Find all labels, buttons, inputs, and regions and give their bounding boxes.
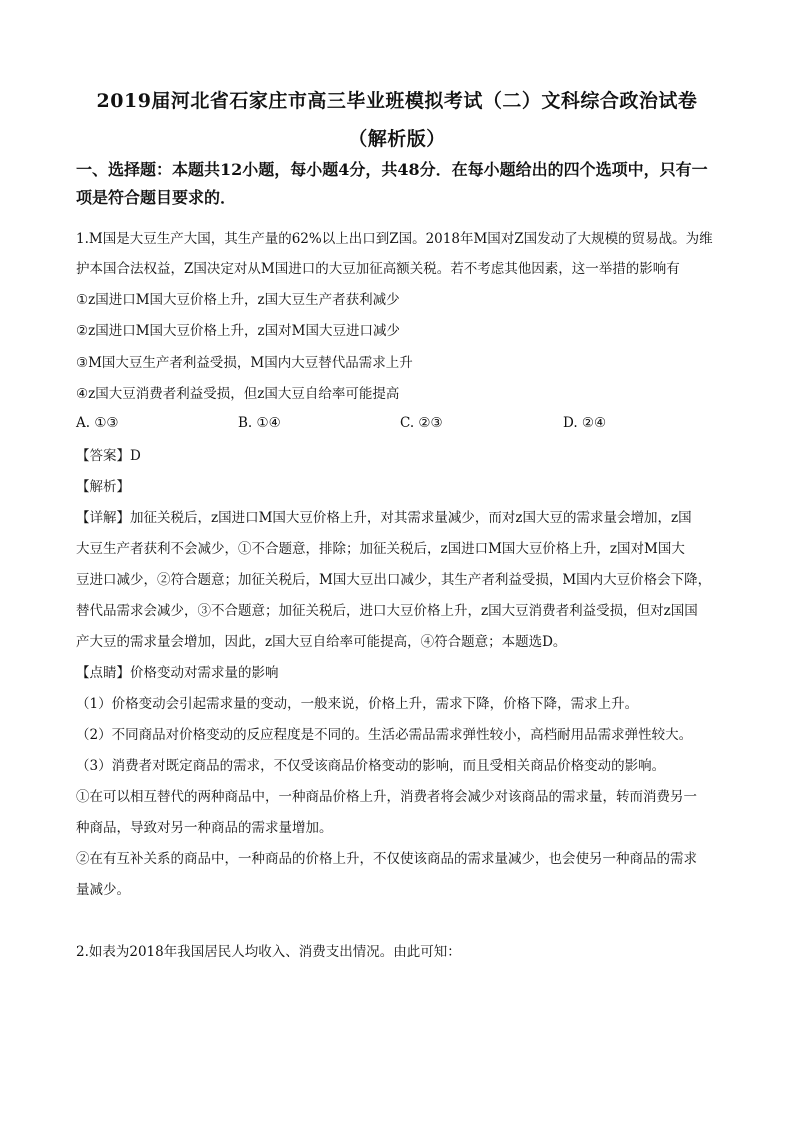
q1-detail-line-3: 豆进口减少，②符合题意；加征关税后，M国大豆出口减少，其生产者利益受损，M国内大豆价格会下降， — [76, 572, 712, 588]
q1-item-2: ②z国进口M国大豆价格上升，z国对M国大豆进口减少 — [76, 323, 400, 339]
q1-option-d: D. ②④ — [563, 415, 607, 431]
q1-tip-line-7: ②在有互补关系的商品中，一种商品的价格上升，不仅使该商品的需求量减少，也会使另一种商品的需求 — [76, 851, 697, 867]
section-heading-line-2: 项是符合题目要求的． — [76, 188, 237, 207]
document-title: 2019届河北省石家庄市高三毕业班模拟考试（二）文科综合政治试卷 — [96, 90, 698, 112]
q1-answer: 【答案】D — [76, 448, 141, 464]
section-heading-line-1: 一、选择题：本题共12小题，每小题4分，共48分．在每小题给出的四个选项中，只有一 — [76, 160, 708, 179]
q1-stem-line-2: 护本国合法权益，Z国决定对从M国进口的大豆加征高额关税。若不考虑其他因素，这一举措的影响有 — [76, 261, 680, 277]
q1-option-c: C. ②③ — [400, 415, 443, 431]
q1-option-a: A. ①③ — [76, 415, 119, 431]
q1-item-4: ④z国大豆消费者利益受损，但z国大豆自给率可能提高 — [76, 386, 400, 402]
q1-item-3: ③M国大豆生产者利益受损，M国内大豆替代品需求上升 — [76, 355, 413, 371]
q1-detail-line-1: 【详解】加征关税后，z国进口M国大豆价格上升，对其需求量减少，而对z国大豆的需求量会增加，z国 — [76, 510, 692, 526]
q1-tip-line-6: 种商品，导致对另一种商品的需求量增加。 — [76, 820, 333, 836]
q1-stem-line-1: 1.M国是大豆生产大国，其生产量的62%以上出口到Z国。2018年M国对Z国发动了大规模的贸易战。为维 — [76, 231, 713, 247]
q1-tip-line-8: 量减少。 — [76, 882, 130, 898]
q1-tip-line-1: 【点睛】价格变动对需求量的影响 — [76, 665, 279, 681]
q1-tip-line-3: （2）不同商品对价格变动的反应程度是不同的。生活必需品需求弹性较小，高档耐用品需求弹性较大。 — [76, 727, 693, 743]
q1-tip-line-5: ①在可以相互替代的两种商品中，一种商品价格上升，消费者将会减少对该商品的需求量，转而消费另一 — [76, 789, 697, 805]
q2-stem-line-1: 2.如表为2018年我国居民人均收入、消费支出情况。由此可知： — [76, 944, 461, 960]
q1-detail-line-4: 替代品需求会减少，③不合题意；加征关税后，进口大豆价格上升，z国大豆消费者利益受损，但对z国国 — [76, 603, 698, 619]
q1-item-1: ①z国进口M国大豆价格上升，z国大豆生产者获利减少 — [76, 292, 400, 308]
q1-tip-line-2: （1）价格变动会引起需求量的变动，一般来说，价格上升，需求下降，价格下降，需求上升。 — [76, 696, 639, 712]
q1-analysis-label: 【解析】 — [76, 479, 130, 495]
q1-tip-line-4: （3）消费者对既定商品的需求，不仅受该商品价格变动的影响，而且受相关商品价格变动的影响。 — [76, 758, 666, 774]
q1-option-b: B. ①④ — [238, 415, 281, 431]
q1-detail-line-2: 大豆生产者获利不会减少，①不合题意，排除；加征关税后，z国进口M国大豆价格上升，z国对M国大 — [76, 541, 685, 557]
q1-detail-line-5: 产大豆的需求量会增加，因此，z国大豆自给率可能提高，④符合题意；本题选D。 — [76, 634, 567, 650]
document-subtitle: （解析版） — [348, 128, 446, 150]
